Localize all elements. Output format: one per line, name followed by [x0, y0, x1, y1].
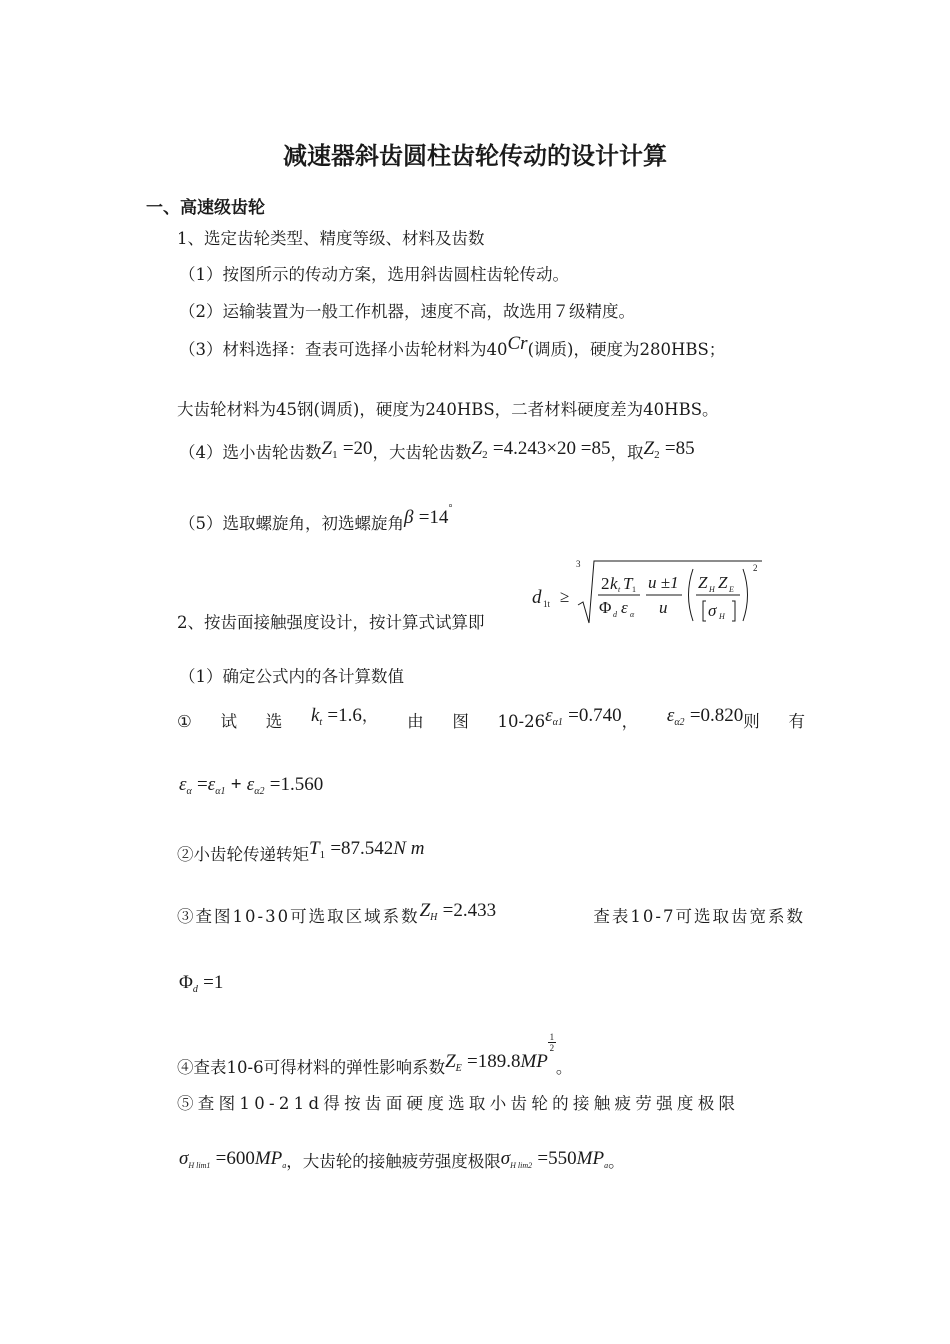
word-shi: 试: [220, 712, 238, 731]
formula-eps: ε: [621, 598, 628, 617]
ze-subscript: E: [455, 1063, 462, 1074]
z2-symbol: Z: [471, 438, 483, 459]
word-xuan: 选: [265, 712, 283, 731]
eps-sum-subscript: α: [186, 786, 192, 797]
eps2-expr: [666, 705, 760, 740]
formula-root-index: 3: [576, 559, 581, 569]
figure-ref: 10-26: [497, 712, 546, 731]
eps-a2-subscript: α2: [254, 786, 265, 797]
beta-value: =14: [418, 507, 449, 528]
circled-1: ①: [177, 712, 192, 731]
formula-k: k: [610, 574, 618, 593]
formula-phi-sub: d: [613, 610, 617, 619]
sigma2-value: =550: [537, 1148, 577, 1169]
zone-factor-line: [177, 900, 805, 935]
ze-value: =189.8: [467, 1051, 521, 1072]
width-factor-label: 查表10-7可选取齿宽系数: [593, 907, 805, 926]
ze-symbol: Z: [445, 1051, 456, 1072]
formula-ze-sub: E: [729, 585, 734, 594]
comma: ，: [361, 706, 379, 725]
word-ze: 则: [743, 712, 760, 731]
step2-heading: 2、按齿面接触强度设计，按计算式试算即: [177, 613, 485, 632]
item3-prefix: （3）材料选择：查表可选择小齿轮材料为40: [179, 340, 508, 359]
zh-value: =2.433: [442, 900, 497, 921]
torque-label: ②小齿轮传递转矩: [177, 845, 309, 864]
formula-d: d: [532, 587, 542, 608]
formula-zh-sub: H: [709, 585, 715, 594]
limit-values-line: [179, 1148, 625, 1180]
eps1-subscript: α1: [552, 717, 563, 728]
ze-exponent: [548, 1032, 556, 1053]
phi-symbol: Φ: [179, 972, 193, 993]
comma: ，: [621, 712, 639, 731]
kt-expr: [311, 705, 378, 734]
formula-d-sub: 1t: [543, 599, 551, 609]
phi-value: =1: [203, 972, 224, 993]
sigma2-unit-sub: a: [604, 1161, 609, 1170]
item3-line2: 大齿轮材料为45钢(调质)，硬度为240HBS，二者材料硬度差为40HBS。: [177, 400, 719, 419]
formula-T-sub: 1: [632, 585, 636, 594]
item5-line: [179, 504, 452, 535]
formula-two: 2: [601, 574, 610, 593]
right-paren: [743, 569, 748, 621]
formula-k-sub: t: [618, 585, 621, 594]
item3-line: [179, 333, 726, 361]
eps-sum-line: [179, 774, 323, 803]
torque-line: [177, 838, 425, 872]
eps-a2-symbol: ε: [246, 774, 255, 795]
word-tu: 图: [452, 712, 469, 731]
item2-text: （2）运输装置为一般工作机器，速度不高，故选用７级精度。: [179, 302, 635, 321]
zone-factor-label: ③查图10-30可选取区域系数: [177, 907, 420, 926]
eps1-symbol: ε: [545, 705, 553, 726]
formula-zh: Z: [698, 573, 708, 592]
z1-value: =20: [342, 438, 373, 459]
sigma2-unit: MP: [576, 1148, 605, 1169]
torque-subscript: 1: [319, 849, 326, 861]
exponent-denominator: 2: [549, 1043, 555, 1053]
zone-factor-left: [177, 900, 497, 935]
formula-power: 2: [753, 563, 758, 573]
period: 。: [555, 1058, 573, 1077]
formula-ge: ≥: [560, 587, 570, 606]
z2-value: =4.243×20 =85: [492, 438, 611, 459]
beta-symbol: β: [404, 507, 414, 528]
eps2-symbol: ε: [666, 705, 675, 726]
eps-a1-symbol: ε: [207, 774, 216, 795]
item4-take: ，取: [610, 443, 644, 462]
item4-prefix: （4）选小齿轮齿数: [179, 443, 322, 462]
formula-u-num: u ±1: [648, 573, 679, 592]
period: 。: [608, 1152, 625, 1171]
formula-eps-sub: α: [630, 610, 635, 619]
sigma2-symbol: σ: [500, 1148, 511, 1169]
row-kt-epsilon: [177, 705, 805, 740]
plus: +: [230, 774, 242, 795]
z2b-value: =85: [664, 438, 695, 459]
zh-subscript: H: [430, 912, 438, 923]
z2b-subscript: 2: [654, 449, 660, 461]
left-paren: [689, 569, 694, 621]
zh-symbol: Z: [419, 900, 431, 921]
z2b-symbol: Z: [643, 438, 655, 459]
exponent-numerator: 1: [549, 1032, 555, 1042]
item5-prefix: （5）选取螺旋角，初选螺旋角: [179, 514, 404, 533]
big-gear-limit-label: ，大齿轮的接触疲劳强度极限: [286, 1152, 501, 1171]
section-heading: 一、高速级齿轮: [146, 198, 265, 218]
item4-mid: ，大齿轮齿数: [372, 443, 472, 462]
kt-subscript: t: [319, 717, 323, 728]
kt-symbol: k: [310, 705, 320, 726]
formula-sigma-sub: H: [719, 612, 725, 621]
sigma1-symbol: σ: [179, 1148, 189, 1169]
sigma1-unit-sub: a: [282, 1161, 287, 1170]
limit-label-line: ⑤查图10-21d得按齿面硬度选取小齿轮的接触疲劳强度极限: [177, 1094, 740, 1113]
eps-sum-value: =1.560: [269, 774, 324, 795]
elastic-factor-line: [177, 1032, 573, 1086]
step1-heading: 1、选定齿轮类型、精度等级、材料及齿数: [177, 229, 485, 248]
z2-subscript: 2: [482, 449, 488, 461]
torque-symbol: T: [309, 838, 320, 859]
sigma1-unit: MP: [254, 1148, 283, 1169]
formula-sigma: σ: [708, 601, 717, 620]
elastic-factor-label: ④查表10-6可得材料的弹性影响系数: [177, 1058, 446, 1077]
equals: =: [197, 774, 208, 795]
z1-subscript: 1: [332, 449, 338, 461]
torque-unit: N m: [393, 838, 425, 859]
contact-strength-formula: [530, 555, 770, 635]
z1-symbol: Z: [321, 438, 333, 459]
sub1-heading: （1）确定公式内的各计算数值: [179, 667, 404, 686]
eps2-subscript: α2: [674, 717, 685, 728]
eps2-value: =0.820: [689, 705, 744, 726]
width-factor-line: [179, 972, 223, 1001]
sigma1-subscript: H lim1: [188, 1161, 211, 1170]
page-title: 减速器斜齿圆柱齿轮传动的设计计算: [283, 142, 667, 170]
torque-value: =87.542: [330, 838, 394, 859]
formula-phi: Φ: [599, 598, 612, 617]
formula-T: T: [623, 574, 633, 593]
eps1-expr: [497, 705, 639, 740]
ze-unit: MP: [520, 1051, 548, 1072]
item4-line: [179, 438, 695, 470]
sigma2-subscript: H lim2: [510, 1161, 533, 1170]
item3-suffix: (调质)，硬度为280HBS；: [527, 340, 726, 359]
word-you2: 有: [788, 712, 805, 731]
item3-material: Cr: [507, 333, 528, 354]
kt-value: =1.6: [327, 705, 362, 726]
eps-sum-symbol: ε: [179, 774, 187, 795]
formula-ze: Z: [718, 573, 728, 592]
item1-text: （1）按图所示的传动方案，选用斜齿圆柱齿轮传动。: [179, 265, 569, 284]
word-you: 由: [407, 712, 424, 731]
sigma1-value: =600: [215, 1148, 255, 1169]
degree-mark: °: [448, 503, 453, 514]
eps-a1-subscript: α1: [215, 786, 226, 797]
phi-subscript: d: [192, 984, 198, 995]
eps1-value: =0.740: [568, 705, 622, 726]
formula-u-den: u: [659, 598, 668, 617]
